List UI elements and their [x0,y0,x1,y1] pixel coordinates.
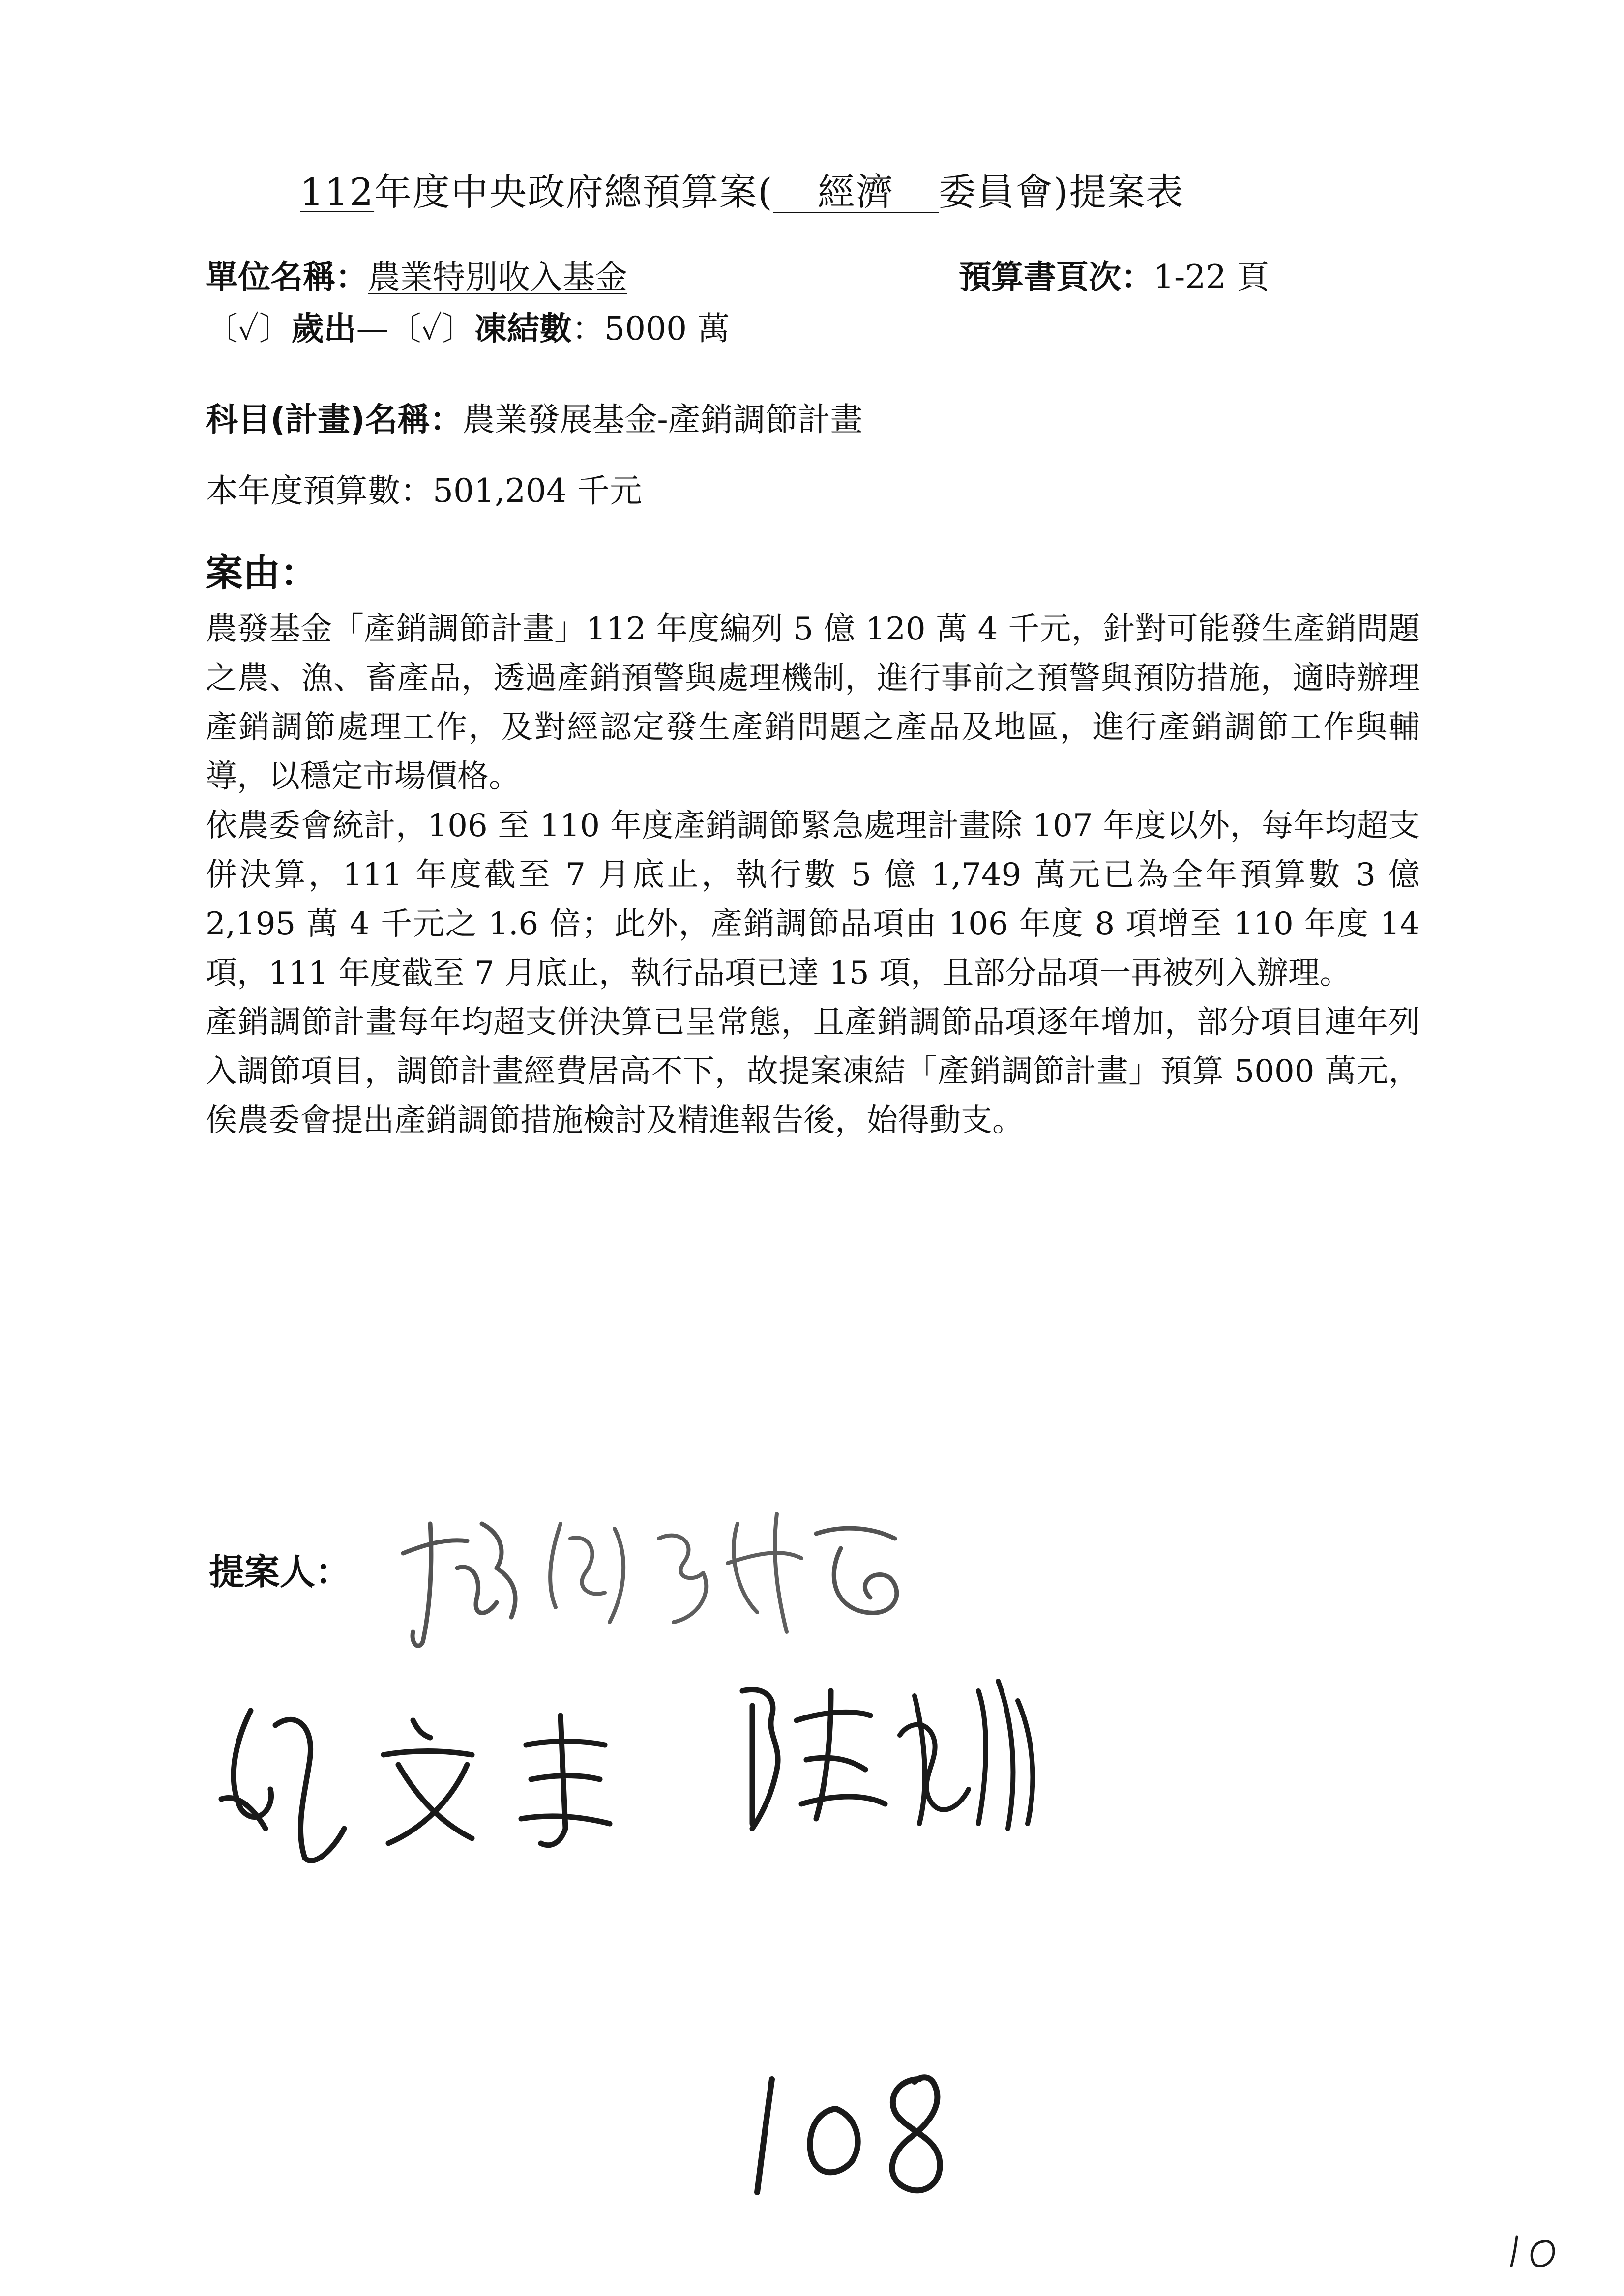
freeze-label: 凍結數 [474,310,572,348]
form-title [300,162,1184,216]
reason-paragraph-1: 農發基金「產銷調節計畫」112 年度編列 5 億 120 萬 4 千元，針對可能發生產銷問題之農、漁、畜產品，透過產銷預警與處理機制，進行事前之預警與預防措施，適時辦理產銷調節處理工作，及對經認定發生產銷問題之產品及地區，進行產銷調節工作與輔導，以穩定市場價格。 [206,611,1420,795]
signature-1 [384,1494,934,1657]
reason-body [206,605,1420,1145]
budget-amount-label: 本年度預算數： [206,472,433,510]
unit-value: 農業特別收入基金 [368,258,627,296]
expenditure-label: 歲出 [291,310,356,348]
reason-heading: 案由： [206,551,318,595]
title-committee: 經濟 [773,173,939,213]
budget-page-line [959,251,1269,297]
unit-line [206,251,627,297]
freeze-dash: — [356,310,389,348]
unit-label: 單位名稱： [206,258,368,296]
handwritten-number-108 [738,2064,974,2202]
handwritten-page-mark [1505,2222,1568,2271]
signature-2 [207,1681,679,1868]
freeze-checkbox: 〔✓〕 [388,310,475,348]
budget-page-value: 1-22 頁 [1153,258,1270,296]
reason-paragraph-3: 產銷調節計畫每年均超支併決算已呈常態，且產銷調節品項逐年增加，部分項目連年列入調節項目，調節計畫經費居高不下，故提案凍結「產銷調節計畫」預算 5000 萬元，俟農委會提出產銷調節措施檢討及精進報告後，始得動支。 [206,1004,1420,1139]
budget-page-label: 預算書頁次： [959,258,1153,296]
budget-amount-line [206,465,642,511]
subject-line [206,393,863,440]
title-year: 112 [300,170,375,214]
title-text-before: 年度中央政府總預算案( [374,170,773,214]
freeze-amount: 5000 萬 [604,310,730,348]
budget-amount-value: 501,204 千元 [433,472,642,510]
proposer-label: 提案人： [209,1551,351,1593]
reason-paragraph-2: 依農委會統計，106 至 110 年度產銷調節緊急處理計畫除 107 年度以外，每年均超支併決算，111 年度截至 7 月底止，執行數 5 億 1,749 萬元已為全年預算數 3 億 2,195 萬 4 千元之 1.6 倍；此外，產銷調節品項由 106 年度 8 項增至 110 年度 14 項，111 年度截至 7 月底止，執行品項已達 15 項，且部分品項一再被列入辦理。 [206,808,1420,991]
subject-label: 科目(計畫)名稱： [206,401,463,438]
subject-value: 農業發展基金-產銷調節計畫 [462,401,863,438]
freeze-colon: ： [572,310,605,348]
freeze-line [206,302,730,349]
expenditure-checkbox: 〔✓〕 [206,310,292,348]
title-text-after: 委員會)提案表 [938,170,1184,214]
signature-3 [723,1661,1047,1838]
